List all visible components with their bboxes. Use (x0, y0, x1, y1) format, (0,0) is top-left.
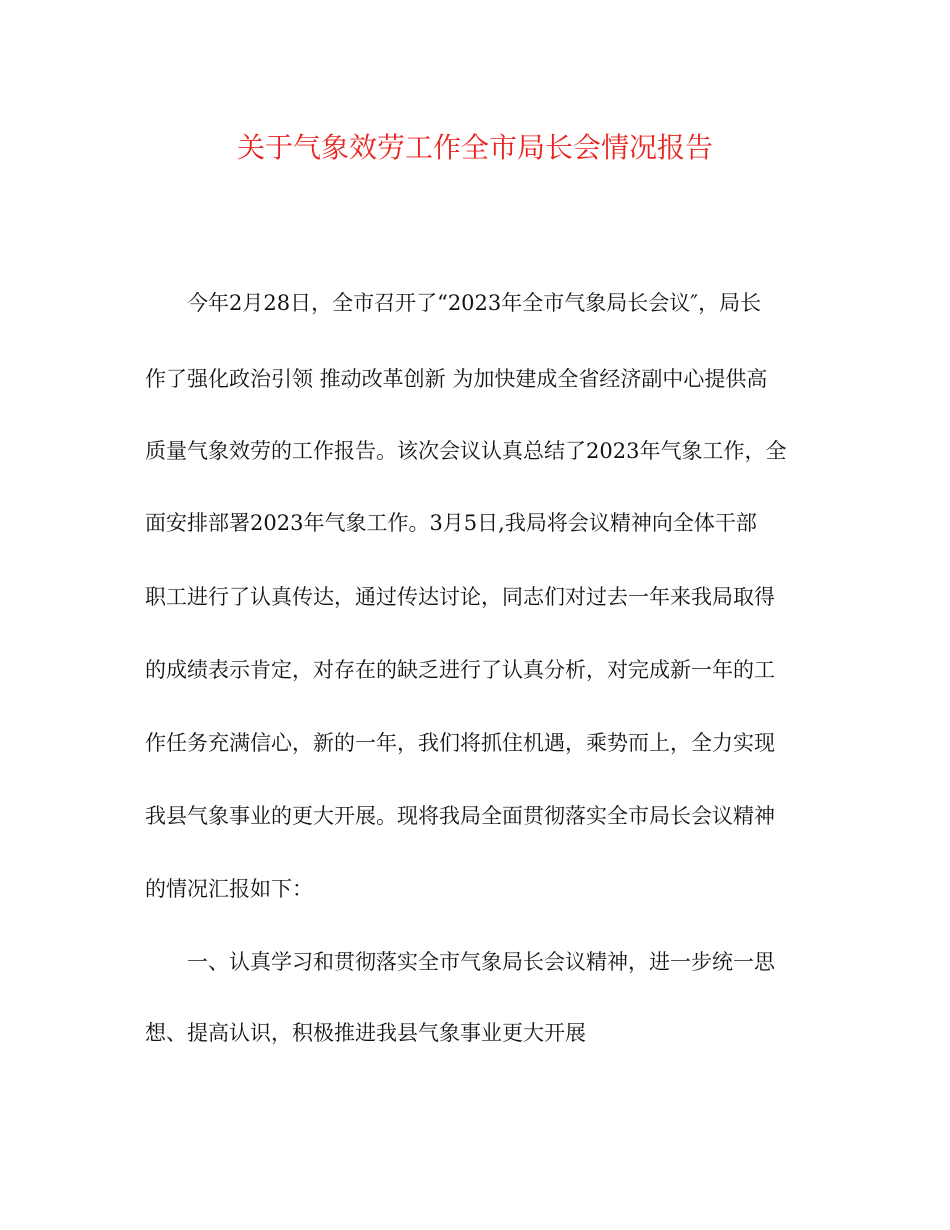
document-title: 关于气象效劳工作全市局长会情况报告 (236, 131, 713, 164)
paragraph-line: 的情况汇报如下： (145, 877, 313, 901)
paragraph-line: 质量气象效劳的工作报告。该次会议认真总结了2023年气象工作，全 (145, 439, 787, 463)
paragraph-line: 职工进行了认真传达，通过传达讨论，同志们对过去一年来我局取得 (145, 585, 775, 609)
paragraph-line: 今年2月28日，全市召开了“2023年全市气象局长会议″，局长 (187, 291, 762, 315)
paragraph-line: 面安排部署2023年气象工作。3月5日,我局将会议精神向全体干部 (145, 511, 757, 535)
paragraph-line: 我县气象事业的更大开展。现将我局全面贯彻落实全市局长会议精神 (145, 804, 775, 828)
section-heading-line: 想、提高认识，积极推进我县气象事业更大开展 (145, 1021, 586, 1045)
paragraph-line: 的成绩表示肯定，对存在的缺乏进行了认真分析，对完成新一年的工 (145, 658, 775, 682)
paragraph-line: 作了强化政治引领 推动改革创新 为加快建成全省经济副中心提供高 (145, 367, 768, 391)
paragraph-line: 作任务充满信心，新的一年，我们将抓住机遇，乘势而上，全力实现 (145, 731, 775, 755)
section-heading-line: 一、认真学习和贯彻落实全市气象局长会议精神，进一步统一思 (187, 950, 775, 974)
